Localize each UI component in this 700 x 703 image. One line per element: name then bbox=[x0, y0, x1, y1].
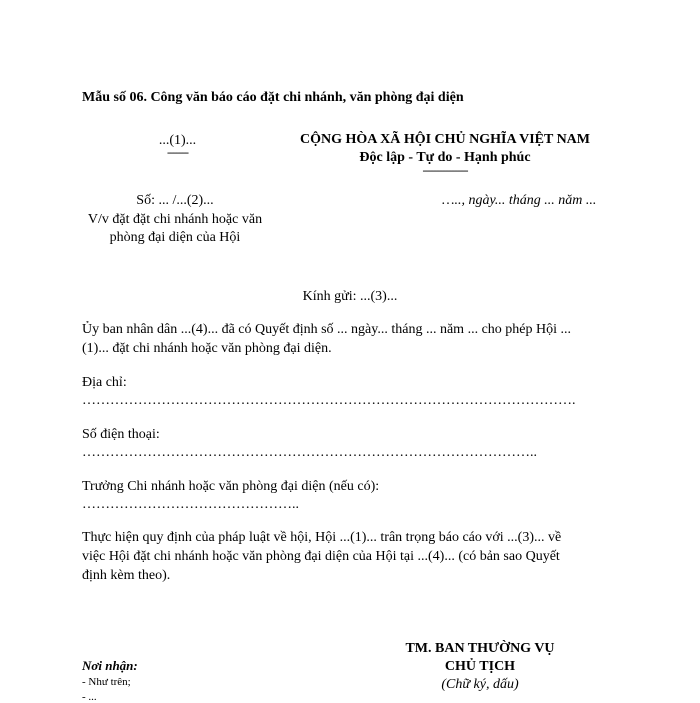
national-rule: --------------- bbox=[422, 163, 468, 177]
signature-title: TM. BAN THƯỜNG VỤ bbox=[405, 641, 555, 656]
branch-head-dots: ……………………………………….. bbox=[82, 497, 299, 512]
report-line-3: định kèm theo). bbox=[82, 568, 171, 583]
national-motto: CỘNG HÒA XÃ HỘI CHỦ NGHĨA VIỆT NAM bbox=[299, 132, 590, 147]
recipients-label: Nơi nhận: bbox=[82, 658, 138, 673]
signature-note: (Chữ ký, dấu) bbox=[441, 677, 519, 692]
address-dots: ……………………………………………………………………………………………. bbox=[82, 393, 576, 408]
document-number: Số: ... /...(2)... bbox=[136, 193, 214, 208]
signature-position: CHỦ TỊCH bbox=[444, 659, 516, 674]
recipient-line: Kính gửi: ...(3)... bbox=[302, 289, 398, 304]
phone-dots: …………………………………………………………………………………….. bbox=[82, 445, 537, 460]
address-label: Địa chỉ: bbox=[82, 375, 127, 390]
recipients-item-2: - ... bbox=[82, 691, 97, 703]
org-rule: ------- bbox=[167, 145, 188, 159]
recipients-item-1: - Như trên; bbox=[82, 676, 131, 688]
report-line-1: Thực hiện quy định của pháp luật về hội, Hội ...(1)... trân trọng báo cáo với ...(3)... về bbox=[82, 530, 562, 545]
branch-head-label: Trưởng Chi nhánh hoặc văn phòng đại diện (nếu có): bbox=[82, 479, 380, 494]
national-slogan: Độc lập - Tự do - Hạnh phúc bbox=[359, 150, 531, 165]
phone-label: Số điện thoại: bbox=[82, 427, 160, 442]
intro-line-1: Ủy ban nhân dân ...(4)... đã có Quyết định số ... ngày... tháng ... năm ... cho phép Hội ... bbox=[82, 322, 571, 337]
form-heading: Mẫu số 06. Công văn báo cáo đặt chi nhánh, văn phòng đại diện bbox=[82, 90, 464, 105]
date-line: ….., ngày... tháng ... năm ... bbox=[442, 193, 597, 208]
subject-line-2: phòng đại diện của Hội bbox=[109, 230, 241, 245]
report-line-2: việc Hội đặt chi nhánh hoặc văn phòng đại diện của Hội tại ...(4)... (có bản sao Quyết bbox=[82, 549, 560, 564]
org-name: ...(1)... bbox=[158, 133, 197, 148]
subject-line-1: V/v đặt đặt chi nhánh hoặc văn bbox=[87, 212, 263, 227]
intro-line-2: (1)... đặt chi nhánh hoặc văn phòng đại diện. bbox=[82, 341, 332, 356]
